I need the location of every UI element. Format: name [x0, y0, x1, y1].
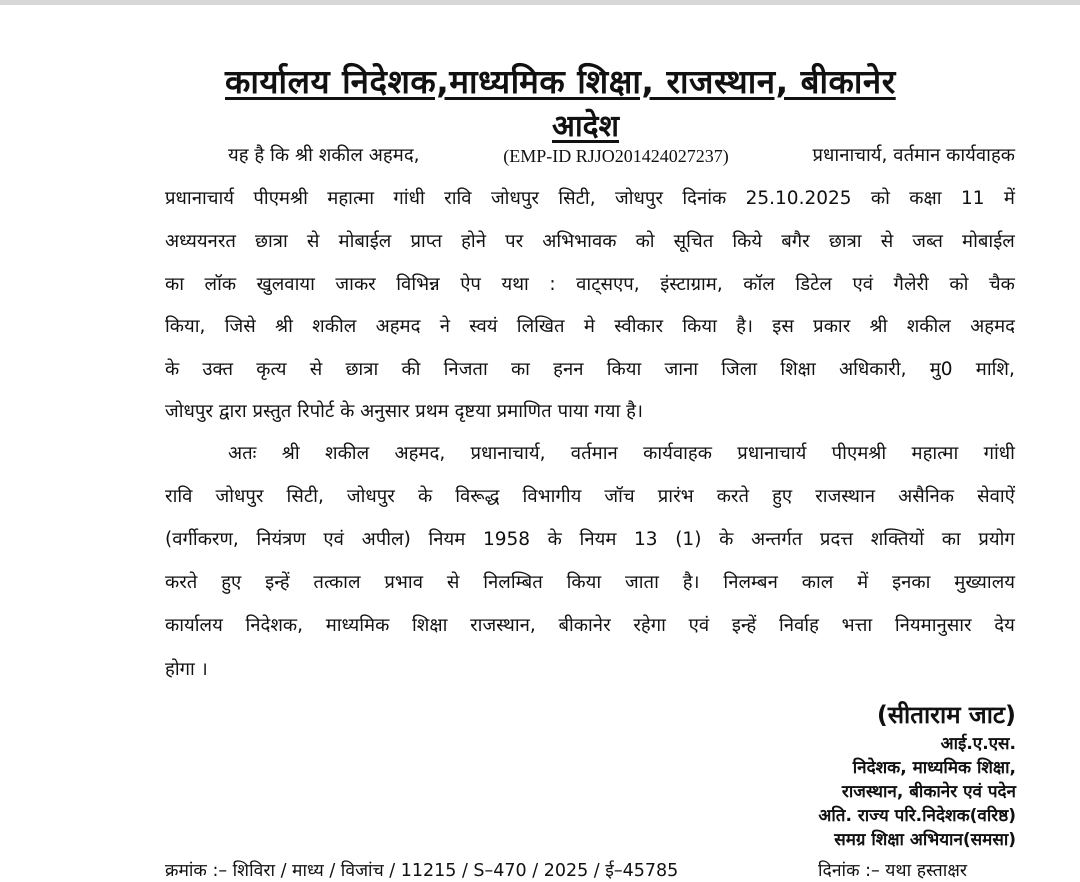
paragraph-2-line-2: [165, 484, 1015, 510]
paragraph-2-line-1: [228, 441, 1015, 467]
word: शिक्षा: [411, 615, 448, 636]
word: शकील: [312, 316, 357, 337]
word: किया: [682, 316, 717, 337]
word: 13: [634, 529, 658, 550]
word: करते: [165, 572, 198, 593]
word: प्रकार: [813, 316, 851, 337]
word: महात्मा: [911, 443, 959, 464]
word: बीकानेर: [558, 615, 611, 636]
word: नियंत्रण: [256, 529, 306, 550]
word: माशि,: [975, 359, 1015, 380]
word: अन्तर्गत: [750, 529, 803, 550]
paragraph-2-line-6: [165, 657, 1015, 683]
word: विभागीय: [522, 486, 582, 507]
signatory-designation-3: अति. राज्य परि.निदेशक(वरिष्ठ): [818, 806, 1016, 826]
word: हनन: [553, 359, 584, 380]
word: अतः: [228, 443, 257, 464]
word: है।: [736, 316, 754, 337]
word: में: [857, 572, 869, 593]
word: किया: [566, 572, 602, 593]
word: प्रधानाचार्य: [737, 443, 807, 464]
word: विभिन्न: [396, 274, 440, 295]
word: के: [719, 529, 734, 550]
word: छात्रा: [345, 359, 379, 380]
word: असैनिक: [898, 486, 954, 507]
word: प्रयोग: [978, 529, 1015, 550]
word: कार्यवाहक: [643, 443, 712, 464]
paragraph-1-line-7-text: जोधपुर द्वारा प्रस्तुत रिपोर्ट के अनुसार प्रथम दृष्टया प्रमाणित पाया गया है।: [165, 401, 643, 422]
word: जोधपुर: [490, 188, 539, 209]
word: निजता: [443, 359, 488, 380]
word: काल: [801, 572, 834, 593]
word: को: [635, 231, 655, 252]
signatory-service: आई.ए.एस.: [940, 734, 1016, 754]
paragraph-1-line-1-text-post: प्रधानाचार्य, वर्तमान कार्यवाहक: [812, 145, 1015, 166]
word: जोधपुर: [215, 486, 264, 507]
order-title: आदेश: [552, 109, 619, 144]
word: 25.10.2025: [745, 188, 852, 209]
word: जिसे: [224, 316, 256, 337]
signatory-designation-1: निदेशक, माध्यमिक शिक्षा,: [852, 758, 1016, 778]
office-heading: कार्यालय निदेशक,माध्यमिक शिक्षा, राजस्थान, बीकानेर: [225, 62, 896, 101]
word: को: [949, 274, 969, 295]
paragraph-1-line-1-text-pre: यह है कि श्री शकील अहमद,: [228, 145, 420, 166]
word: जाता: [625, 572, 659, 593]
word: से: [309, 359, 323, 380]
employee-id: (EMP-ID RJJO201424027237): [503, 146, 729, 166]
word: इस: [772, 316, 794, 337]
word: पर: [505, 231, 524, 252]
word: अध्ययनरत: [165, 231, 236, 252]
word: प्रभाव: [384, 572, 423, 593]
word: डिटेल: [795, 274, 832, 295]
paragraph-1-line-5: [165, 314, 1015, 340]
word: 1958: [482, 529, 531, 550]
word: निदेशक,: [245, 615, 304, 636]
word: जॉच: [604, 486, 635, 507]
word: गांधी: [393, 188, 425, 209]
word: शकील: [906, 316, 951, 337]
word: महात्मा: [327, 188, 374, 209]
word: पीएमश्री: [253, 188, 308, 209]
paragraph-2-line-4: [165, 570, 1015, 596]
word: हुए: [221, 572, 242, 593]
word: अधिकारी,: [838, 359, 907, 380]
word: सिटी,: [558, 188, 596, 209]
word: रावि: [165, 486, 193, 507]
word: एवं: [323, 529, 344, 550]
word: इंस्टाग्राम,: [660, 274, 723, 295]
word: छात्रा: [828, 231, 862, 252]
paragraph-1-line-2: [165, 186, 1015, 212]
word: विरूद्ध: [455, 486, 500, 507]
word: ऐप: [460, 274, 481, 295]
word: अपील): [361, 529, 411, 550]
word: वाट्सएप,: [576, 274, 640, 295]
word: भत्ता: [841, 615, 873, 636]
word: श्री: [869, 316, 888, 337]
word: कृत्य: [256, 359, 287, 380]
word: चैक: [988, 274, 1015, 295]
word: प्राप्त: [410, 231, 442, 252]
word: गांधी: [983, 443, 1015, 464]
word: कॉल: [743, 274, 775, 295]
word: किया,: [165, 316, 206, 337]
word: खुलवाया: [256, 274, 315, 295]
word: इनका: [892, 572, 931, 593]
word: पीएमश्री: [831, 443, 887, 464]
word: प्रधानाचार्य: [165, 188, 235, 209]
paragraph-2-line-6-text: होगा ।: [165, 659, 208, 680]
word: (1): [675, 529, 702, 550]
word: से: [306, 231, 320, 252]
paragraph-2-line-3: [165, 527, 1015, 553]
word: करते: [716, 486, 750, 507]
word: जिला: [721, 359, 758, 380]
word: दिनांक: [682, 188, 727, 209]
word: निर्वाह: [778, 615, 819, 636]
word: बगैर: [781, 231, 810, 252]
word: माध्यमिक: [325, 615, 390, 636]
word: मोबाईल: [338, 231, 392, 252]
word: जोधपुर: [614, 188, 663, 209]
word: उक्त: [202, 359, 234, 380]
word: तत्काल: [313, 572, 361, 593]
word: इन्हें: [265, 572, 290, 593]
word: के: [417, 486, 433, 507]
word: निलम्बन: [723, 572, 778, 593]
word: की: [401, 359, 421, 380]
word: स्वयं: [469, 316, 498, 337]
word: प्रधानाचार्य,: [470, 443, 546, 464]
word: यथा: [501, 274, 529, 295]
word: मोबाईल: [962, 231, 1015, 252]
word: प्रारंभ: [657, 486, 694, 507]
word: से: [880, 231, 894, 252]
paragraph-1-line-3: [165, 229, 1015, 255]
word: के: [165, 359, 180, 380]
paragraph-1-line-1: [228, 143, 1015, 169]
word: अभिभावक: [542, 231, 617, 252]
signature-block: [818, 698, 1016, 852]
word: शकील: [325, 443, 370, 464]
word: जब्त: [912, 231, 943, 252]
word: अहमद,: [394, 443, 446, 464]
word: से: [446, 572, 460, 593]
word: किया: [606, 359, 642, 380]
word: :: [549, 274, 556, 295]
word: का: [510, 359, 530, 380]
word: का: [941, 529, 961, 550]
word: हुए: [772, 486, 793, 507]
word: श्री: [275, 316, 293, 337]
word: इन्हें: [731, 615, 757, 636]
word: नियम: [428, 529, 466, 550]
reference-number: क्रमांक :– शिविरा / माध्य / विजांच / 11215 / S–470 / 2025 / ई–45785: [165, 861, 679, 881]
word: जाकर: [335, 274, 376, 295]
word: अहमद: [375, 316, 421, 337]
paragraph-1-line-6: [165, 357, 1015, 383]
word: एवं: [852, 274, 873, 295]
word: नियमानुसार: [894, 615, 972, 636]
word: स्वीकार: [614, 316, 664, 337]
word: (वर्गीकरण,: [165, 529, 239, 550]
word: छात्रा: [255, 231, 288, 252]
signatory-designation-4: समग्र शिक्षा अभियान(समसा): [834, 830, 1016, 850]
top-border-strip: [0, 0, 1080, 5]
word: गैलेरी: [893, 274, 929, 295]
word: ने: [439, 316, 450, 337]
word: शिक्षा: [780, 359, 816, 380]
word: शक्तियों: [870, 529, 925, 550]
word: को: [870, 188, 890, 209]
word: में: [1003, 188, 1015, 209]
word: है।: [682, 572, 700, 593]
word: सूचित: [673, 231, 714, 252]
word: वर्तमान: [570, 443, 618, 464]
word: एवं: [688, 615, 710, 636]
word: के: [547, 529, 562, 550]
word: देय: [994, 615, 1015, 636]
word: सेवाऐं: [977, 486, 1015, 507]
paragraph-1-line-4: [165, 272, 1015, 298]
word: राजस्थान: [815, 486, 876, 507]
word: सिटी,: [286, 486, 324, 507]
word: निलम्बित: [483, 572, 543, 593]
word: अहमद: [970, 316, 1015, 337]
word: जाना: [664, 359, 699, 380]
word: जोधपुर: [346, 486, 395, 507]
word: लिखित: [516, 316, 565, 337]
word: लॉक: [204, 274, 237, 295]
word: राजस्थान,: [470, 615, 536, 636]
word: मे: [583, 316, 595, 337]
word: प्रदत्त: [819, 529, 854, 550]
word: नियम: [579, 529, 617, 550]
word: होने: [461, 231, 486, 252]
word: रहेगा: [633, 615, 666, 636]
word: मुख्यालय: [954, 572, 1015, 593]
word: का: [165, 274, 184, 295]
word: 11: [960, 188, 985, 209]
issue-date: दिनांक :– यथा हस्ताक्षर: [818, 861, 968, 881]
signatory-name: (सीताराम जाट): [876, 701, 1016, 729]
paragraph-2-line-5: [165, 613, 1015, 639]
signatory-designation-2: राजस्थान, बीकानेर एवं पदेन: [841, 782, 1016, 802]
paragraph-1-line-7: [165, 399, 1015, 425]
word: कार्यालय: [165, 615, 223, 636]
word: रावि: [444, 188, 472, 209]
word: मु0: [929, 359, 953, 380]
word: किये: [732, 231, 763, 252]
word: श्री: [281, 443, 300, 464]
word: कक्षा: [909, 188, 942, 209]
